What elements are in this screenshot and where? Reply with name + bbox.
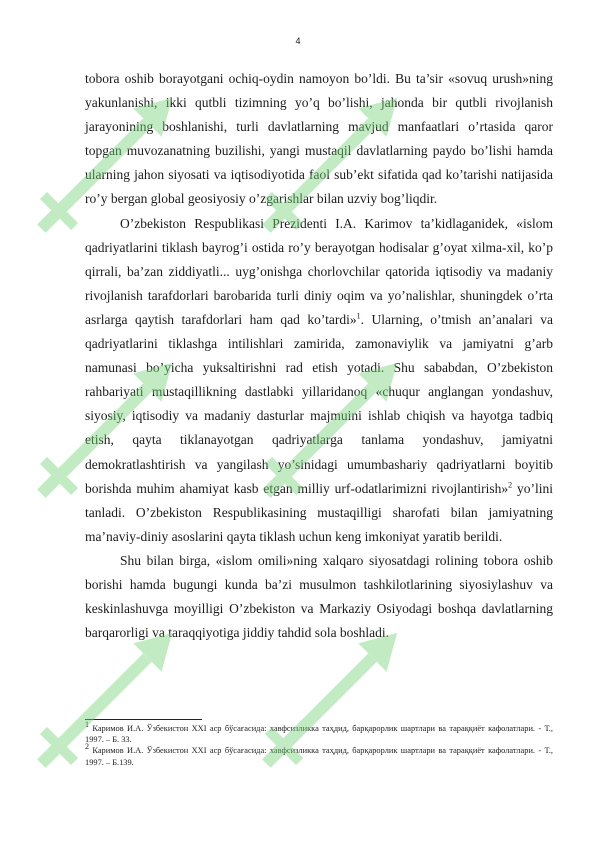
footnote-separator — [85, 719, 202, 720]
paragraph: O’zbekiston Respublikasi Prezidenti I.A. Karimov ta’kidlaganidek, «islom qadriyatlarini tiklash bayrog’i ostida ro’y berayotgan hodisalar g’oyat xilma-xil, ko’p qirrali, ba’zan ziddiyatli... uyg’onishga chorlovchilar qatorida iqtisodiy va madaniy rivojlanish tarafdorlari barobarida turli diniy oqim va yo’nalishlar, shuningdek o’rta asrlarga qaytish tarafdorlari ham qad ko’tardi»$^1$. Ularning, o’tmish an’analari va qadriyatlarini tiklashga intilishlari zamirida, zamonaviylik va jamiyatni g’arb namunasi bo’yicha yuksaltirishni rad etish yotadi. Shu sababdan, O’zbekiston rahbariyati mustaqillikning dastlabki yillaridanoq «chuqur anglangan yondashuv, siyosiy, iqtisodiy va madaniy dasturlar majmuini ishlab chiqish va hayotga tadbiq etish, qayta tiklanayotgan qadriyatlarga tanlama yondashuv, jamiyatni demokratlashtirish va yangilash yo’sinidagi umumbashariy qadriyatlarni boyitib borishda muhim ahamiyat kasb etgan milliy urf-odatlarimizni rivojlantirish»$^2$ yo’lini tanladi. O’zbekiston Respublikasining mustaqilligi sharofati bilan jamiyatning ma’naviy-diniy asoslarini qayta tiklash uchun keng imkoniyat yaratib berildi. — [85, 215, 553, 544]
footnotes — [85, 720, 553, 768]
footnote: $^1$ Каримов И.А. Ўзбекистон XXI аср бўсағасида: хавфсизликка таҳдид, барқарорлик шартлари ва тараққиёт кафолатлари. - Т., 1997. – Б. 33. — [85, 720, 553, 745]
page-number: 4 — [295, 36, 301, 46]
paragraph: Shu bilan birga, «islom omili»ning xalqaro siyosatdagi rolining tobora oshib borishi hamda bugungi kunda ba’zi musulmon tashkilotlarining siyosiylashuv va keskinlashuvga moyilligi O’zbekiston va Markaziy Osiyodagi boshqa davlatlarning barqarorligi va taraqqiyotiga jiddiy tahdid sola boshladi. — [85, 552, 553, 641]
body-text — [85, 67, 553, 645]
footnote-ref: 2 — [508, 480, 513, 490]
footnote-ref: 1 — [356, 311, 361, 321]
footnote: $^2$ Каримов И.А. Ўзбекистон XXI аср бўсағасида: хавфсизликка таҳдид, барқарорлик шартлари ва тараққиёт кафолатлари. - Т., 1997. – Б.139. — [85, 742, 553, 767]
paragraph: tobora oshib borayotgani ochiq-oydin namoyon bo’ldi. Bu ta’sir «sovuq urush»ning yakunlanishi, ikki qutbli tizimning yo’q bo’lishi, jahonda bir qutbli rivojlanish jarayonining boshlanishi, turli davlatlarning mavjud manfaatlari o’rtasida qaror topgan muvozanatning buzilishi, yangi mustaqil davlatlarning paydo bo’lishi hamda ularning jahon siyosati va iqtisodiyotida faol sub’ekt sifatida qad ko’tarishi natijasida ro’y bergan global geosiyosiy o’zgarishlar bilan uzviy bog’liqdir. — [85, 71, 553, 207]
